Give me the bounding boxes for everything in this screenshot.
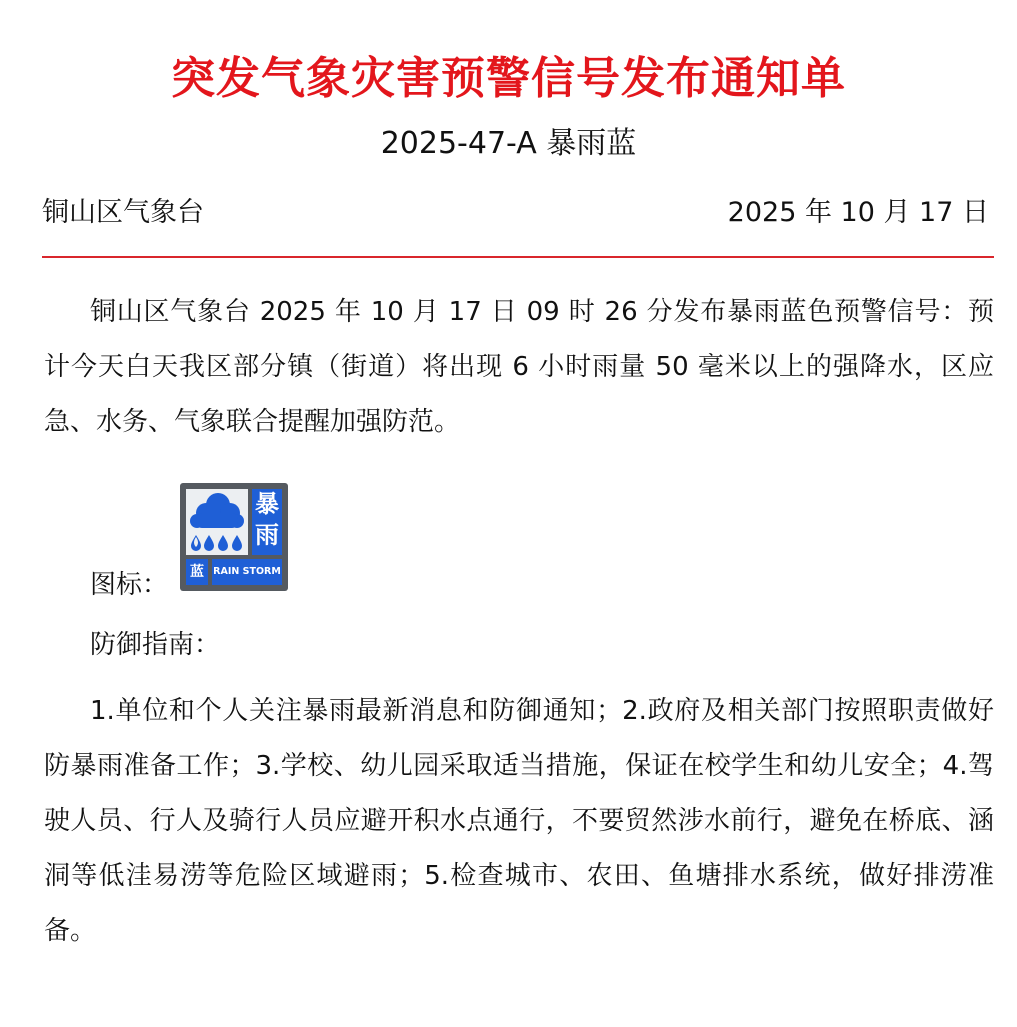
- issue-date: 2025 年 10 月 17 日: [727, 197, 989, 228]
- cloud-rain-icon: [186, 489, 248, 555]
- rainstorm-blue-signal-icon: [180, 483, 288, 591]
- signal-word-line1: 暴: [255, 490, 279, 518]
- signal-english: RAIN STORM: [212, 559, 282, 585]
- red-divider: [42, 256, 994, 258]
- signal-word: [252, 489, 282, 555]
- signal-word-line2: 雨: [255, 521, 279, 549]
- guide-heading: 防御指南：: [90, 630, 221, 660]
- warning-paragraph: 铜山区气象台 2025 年 10 月 17 日 09 时 26 分发布暴雨蓝色预警信号：预计今天白天我区部分镇（街道）将出现 6 小时雨量 50 毫米以上的强降水，区应急、水务、气象联合提醒加强防范。: [44, 297, 994, 437]
- icon-label: 图标：: [90, 570, 169, 600]
- document-title: 突发气象灾害预警信号发布通知单: [171, 53, 846, 104]
- warning-code: 2025-47-A 暴雨蓝: [380, 126, 637, 161]
- guide-text: 1.单位和个人关注暴雨最新消息和防御通知；2.政府及相关部门按照职责做好防暴雨准备工作；3.学校、幼儿园采取适当措施，保证在校学生和幼儿安全；4.驾驶人员、行人及骑行人员应避开积水点通行，不要贸然涉水前行，避免在桥底、涵洞等低洼易涝等危险区域避雨；5.检查城市、农田、鱼塘排水系统，做好排涝准备。: [44, 696, 994, 946]
- signal-level: 蓝: [186, 559, 208, 585]
- issuer: 铜山区气象台: [42, 197, 204, 228]
